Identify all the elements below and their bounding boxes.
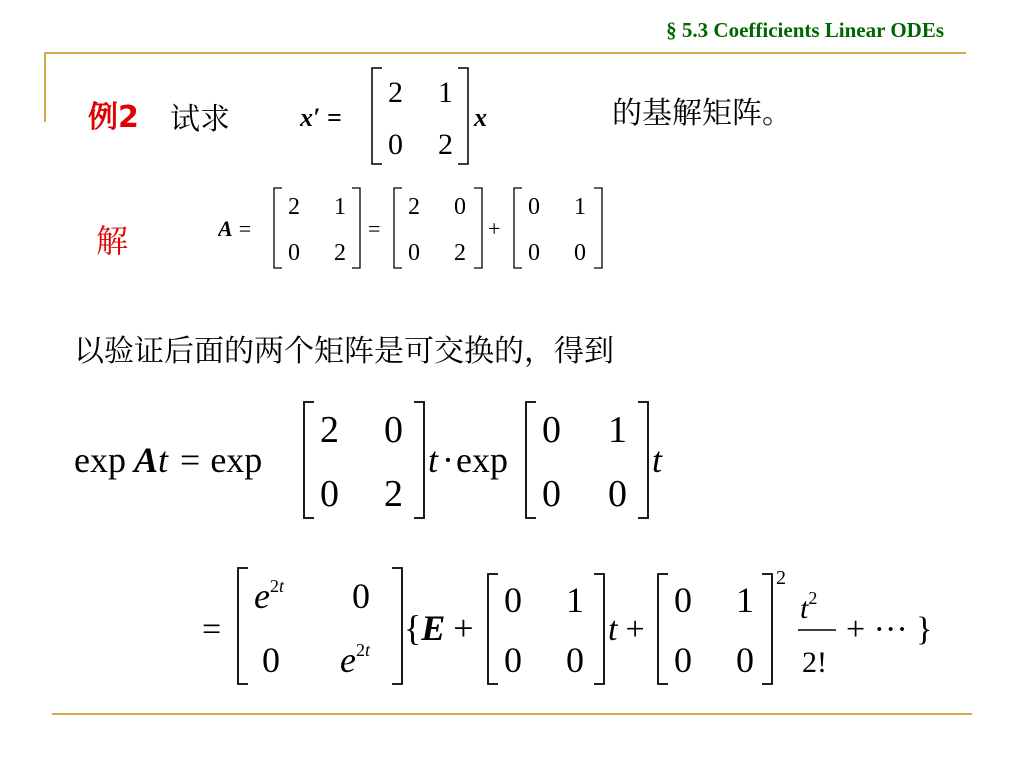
- final-m1-11: 0: [566, 640, 584, 680]
- example-ask: 试求: [170, 102, 230, 137]
- final-open: {E +: [404, 608, 474, 648]
- exp-m1-10: 0: [320, 473, 339, 515]
- solution-m2-10: 0: [408, 240, 420, 266]
- example-rhs-var: x: [474, 103, 487, 132]
- final-diag-01: 0: [352, 576, 370, 616]
- exp-tail: t: [652, 440, 663, 480]
- bottom-divider: [52, 713, 972, 715]
- solution-m3-01: 1: [574, 194, 586, 220]
- exp-equation: [74, 398, 694, 522]
- final-m2-11: 0: [736, 640, 754, 680]
- solution-lhs: A =: [218, 216, 252, 241]
- solution-m3-10: 0: [528, 240, 540, 266]
- final-m2-10: 0: [674, 640, 692, 680]
- exp-m2-11: 0: [608, 473, 627, 515]
- solution-m3-11: 0: [574, 240, 586, 266]
- example-label: 例2: [88, 100, 139, 135]
- final-diag-10: 0: [262, 640, 280, 680]
- solution-m1-00: 2: [288, 194, 300, 220]
- example-m-10: 0: [388, 128, 403, 161]
- solution-m1-10: 0: [288, 240, 300, 266]
- final-t-plus: t +: [608, 611, 645, 648]
- final-m1-00: 0: [504, 580, 522, 620]
- example-equation: [300, 62, 510, 172]
- exp-m2-10: 0: [542, 473, 561, 515]
- solution-m3-00: 0: [528, 194, 540, 220]
- example-suffix: 的基解矩阵。: [612, 96, 792, 131]
- exp-lhs: exp At = exp: [74, 440, 263, 480]
- final-m1-10: 0: [504, 640, 522, 680]
- solution-m2-11: 2: [454, 240, 466, 266]
- final-close: + ··· }: [846, 611, 933, 648]
- final-m2-00: 0: [674, 580, 692, 620]
- exp-m2-00: 0: [542, 409, 561, 451]
- left-accent-bar: [44, 52, 46, 122]
- solution-eq: =: [368, 216, 381, 241]
- exp-mid: t ·exp: [428, 440, 508, 480]
- solution-m1-01: 1: [334, 194, 346, 220]
- final-m1-01: 1: [566, 580, 584, 620]
- exp-m1-00: 2: [320, 409, 339, 451]
- final-power: 2: [776, 567, 786, 589]
- solution-plus: +: [488, 216, 501, 241]
- top-divider: [44, 52, 966, 54]
- final-frac-num: $t^2$: [800, 588, 818, 625]
- exp-m1-11: 2: [384, 473, 403, 515]
- slide-header: § 5.3 Coefficients Linear ODEs: [666, 18, 944, 42]
- solution-m2-01: 0: [454, 194, 466, 220]
- final-eq: =: [202, 611, 222, 648]
- example-m-11: 2: [438, 128, 453, 161]
- solution-label: 解: [96, 222, 129, 260]
- solution-m2-00: 2: [408, 194, 420, 220]
- solution-m1-11: 2: [334, 240, 346, 266]
- solution-equation: [218, 182, 618, 274]
- final-frac-den: 2!: [802, 646, 827, 679]
- example-lhs: x′ =: [300, 103, 342, 132]
- example-m-01: 1: [438, 76, 453, 109]
- example-m-00: 2: [388, 76, 403, 109]
- final-diag-00: $e^2t$: [254, 576, 284, 616]
- final-equation: [196, 562, 936, 690]
- final-diag-11: $e^2t$: [340, 640, 370, 680]
- exp-m2-01: 1: [608, 409, 627, 451]
- statement-text: 以验证后面的两个矩阵是可交换的，得到: [74, 334, 614, 369]
- exp-m1-01: 0: [384, 409, 403, 451]
- final-m2-01: 1: [736, 580, 754, 620]
